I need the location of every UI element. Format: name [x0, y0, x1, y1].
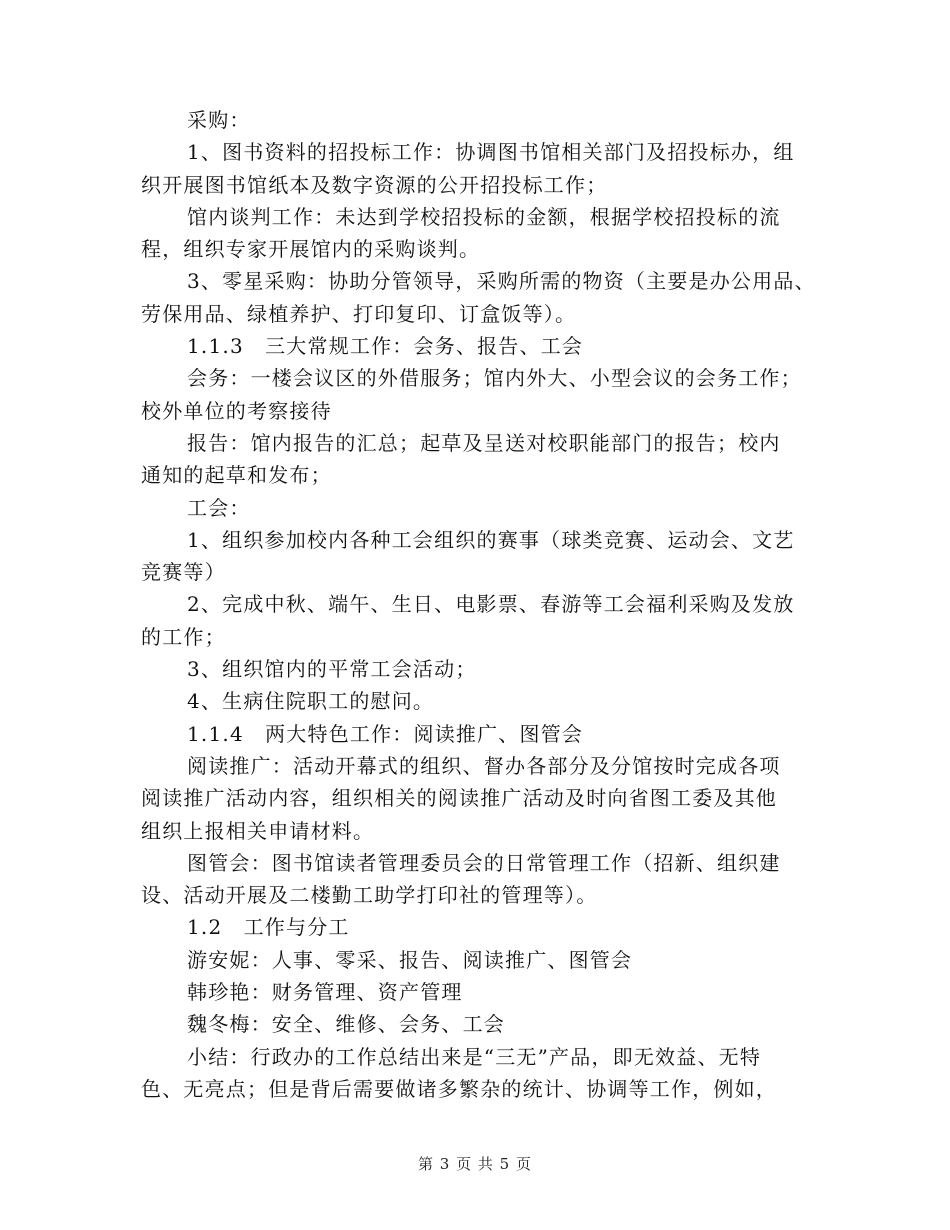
text-line: 工会： [187, 495, 251, 520]
text-line: 阅读推广：活动开幕式的组织、督办各部分及分馆按时完成各项 [187, 753, 781, 778]
text-line: 3、组织馆内的平常工会活动； [187, 657, 477, 682]
text-line: 会务：一楼会议区的外借服务；馆内外大、小型会议的会务工作； [187, 366, 802, 391]
text-line: 2、完成中秋、端午、生日、电影票、春游等工会福利采购及发放 [187, 592, 795, 617]
text-line: 色、无亮点；但是背后需要做诸多繁杂的统计、协调等工作，例如， [141, 1076, 777, 1101]
text-line: 1、组织参加校内各种工会组织的赛事（球类竞赛、运动会、文艺 [187, 527, 795, 552]
text-line: 程，组织专家开展馆内的采购谈判。 [141, 237, 481, 262]
text-line: 通知的起草和发布； [141, 463, 332, 488]
text-line: 的工作； [141, 624, 226, 649]
text-line: 阅读推广活动内容，组织相关的阅读推广活动及时向省图工委及其他 [141, 786, 777, 811]
text-line: 3、零星采购：协助分管领导，采购所需的物资（主要是办公用品、 [187, 269, 816, 294]
text-line: 织开展图书馆纸本及数字资源的公开招投标工作； [141, 172, 608, 197]
text-line: 报告：馆内报告的汇总；起草及呈送对校职能部门的报告；校内 [187, 430, 781, 455]
text-line: 4、生病住院职工的慰问。 [187, 689, 435, 714]
text-line: 1.1.3 三大常规工作：会务、报告、工会 [187, 334, 584, 359]
text-line: 设、活动开展及二楼勤工助学打印社的管理等）。 [141, 883, 598, 908]
text-line: 组织上报相关申请材料。 [141, 818, 375, 843]
text-line: 采购： [187, 108, 251, 132]
text-line: 劳保用品、绿植养护、打印复印、订盒饭等）。 [141, 301, 577, 326]
text-line: 1.2 工作与分工 [187, 915, 350, 940]
text-line: 游安妮：人事、零采、报告、阅读推广、图管会 [187, 947, 633, 972]
text-line: 小结：行政办的工作总结出来是“三无”产品，即无效益、无特 [187, 1044, 762, 1069]
page-footer: 第 3 页 共 5 页 [418, 1155, 532, 1173]
text-line: 馆内谈判工作：未达到学校招投标的金额，根据学校招投标的流 [187, 204, 781, 229]
text-line: 韩珍艳：财务管理、资产管理 [187, 980, 463, 1005]
text-line: 魏冬梅：安全、维修、会务、工会 [187, 1012, 505, 1037]
text-line: 图管会：图书馆读者管理委员会的日常管理工作（招新、组织建 [187, 850, 781, 875]
text-line: 竞赛等） [141, 560, 226, 585]
text-line: 1.1.4 两大特色工作：阅读推广、图管会 [187, 721, 584, 746]
text-line: 校外单位的考察接待 [141, 398, 332, 423]
document-body [141, 104, 816, 1105]
text-line: 1、图书资料的招投标工作：协调图书馆相关部门及招投标办，组 [187, 140, 795, 165]
